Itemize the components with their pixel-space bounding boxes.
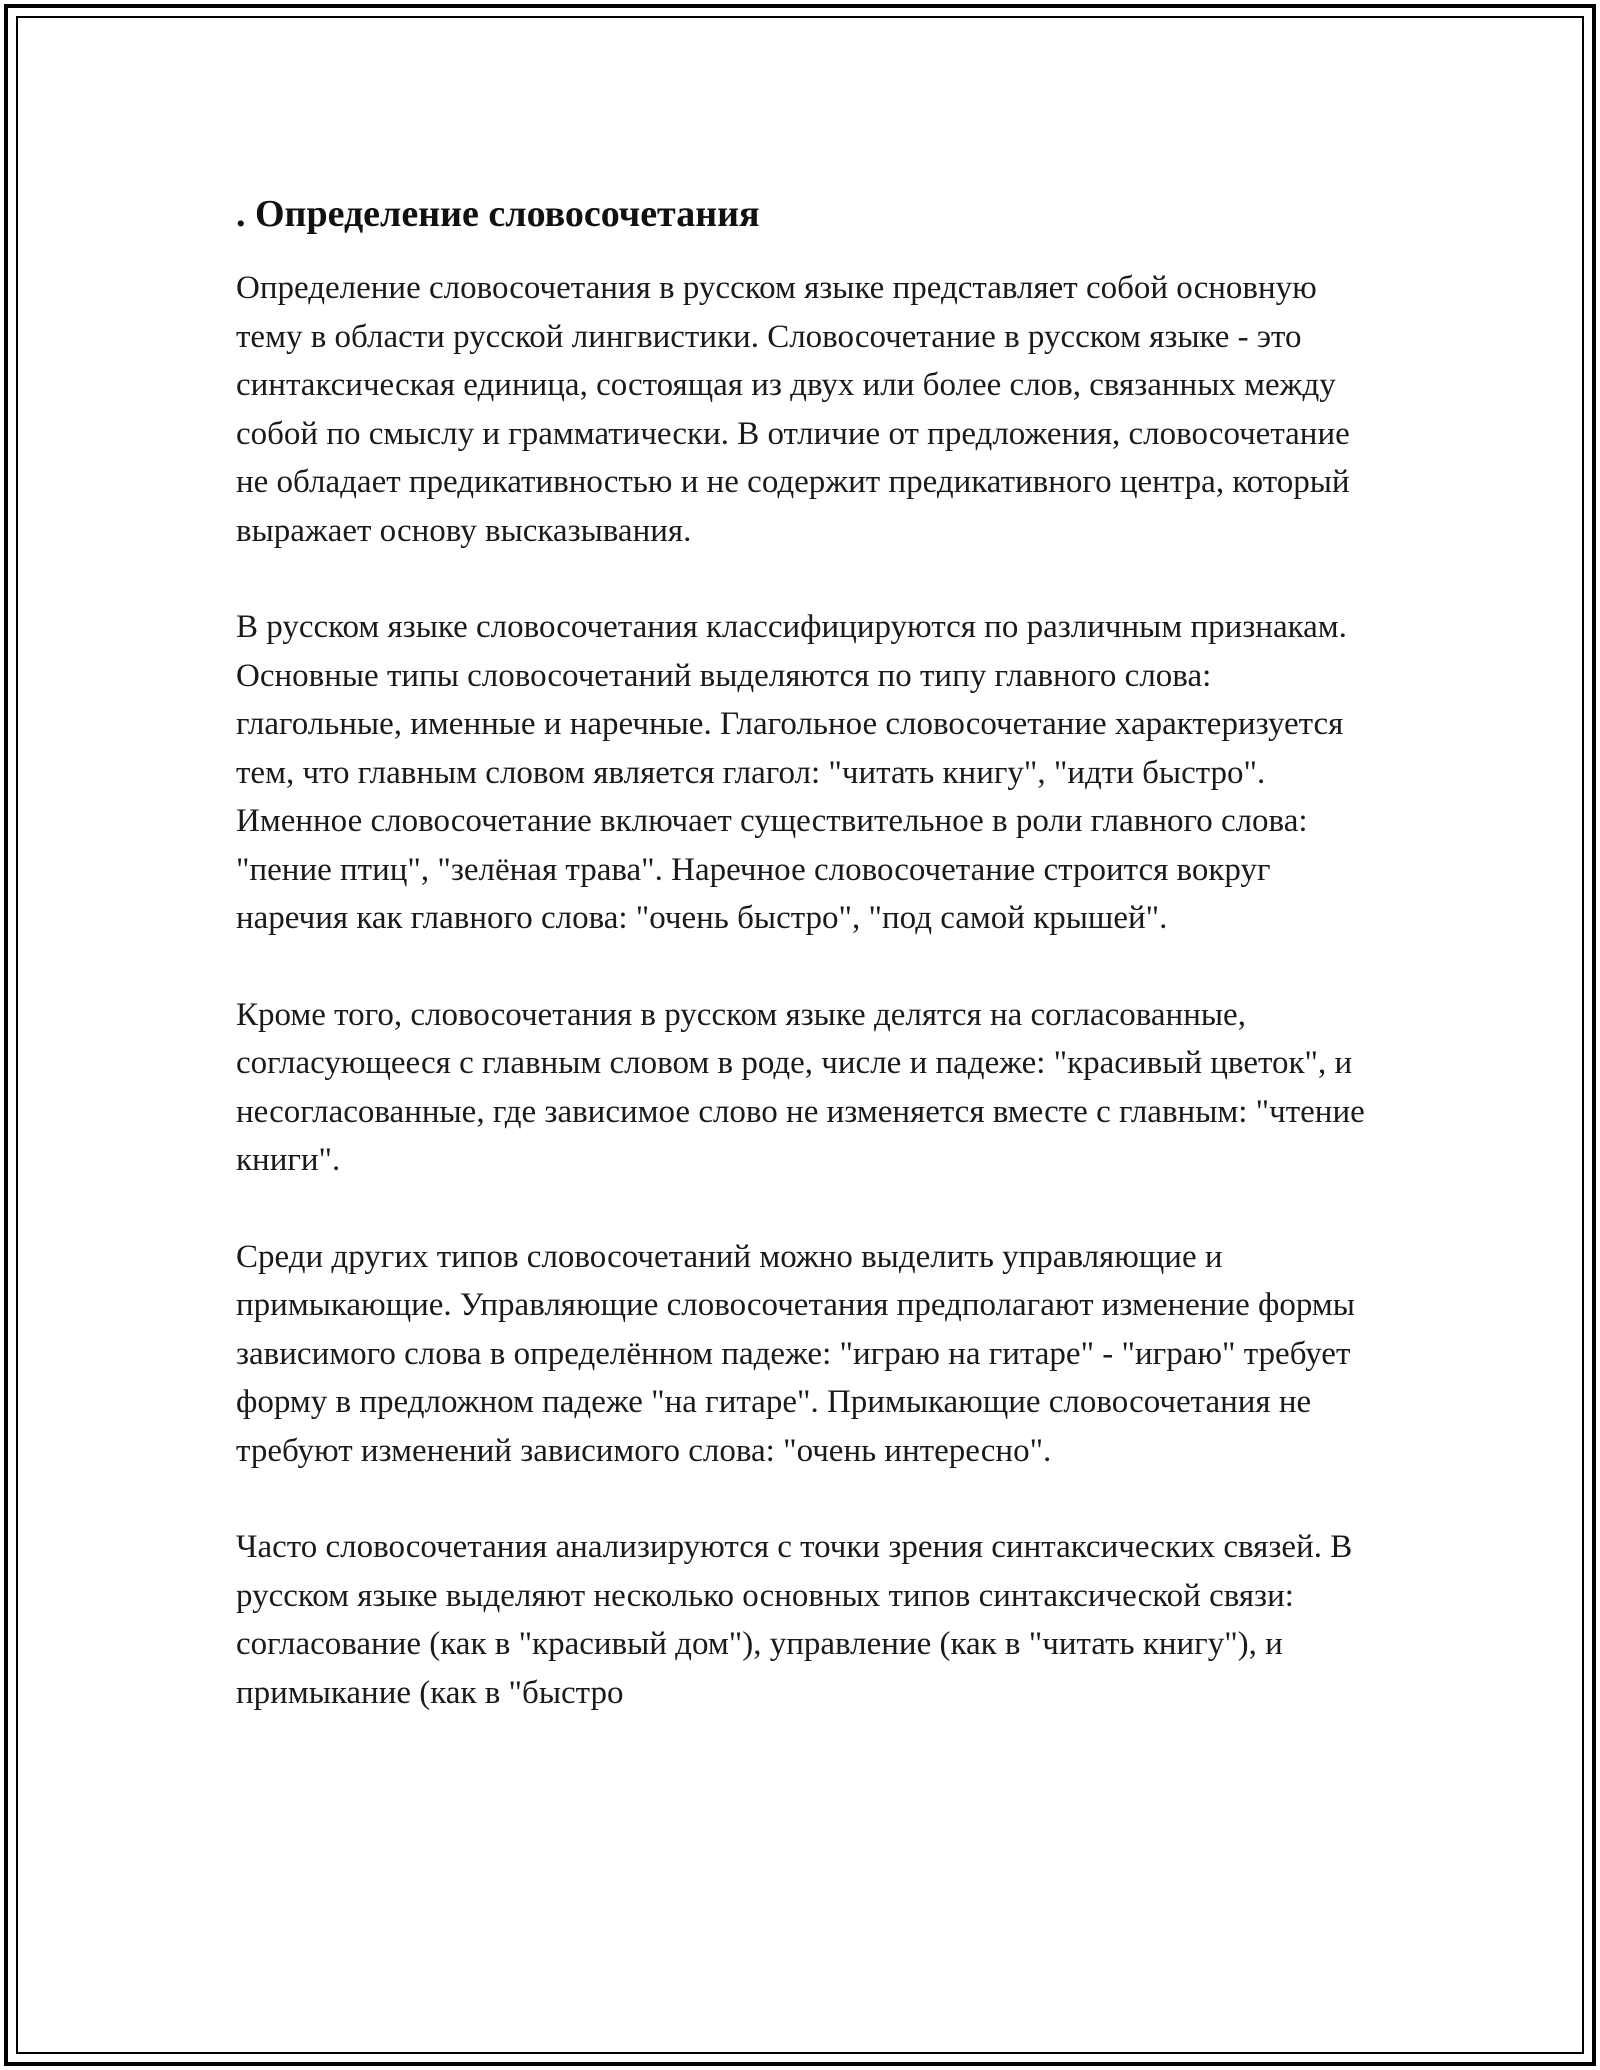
document-body — [236, 186, 1376, 1717]
paragraph-government: Среди других типов словосочетаний можно выделить управляющие и примыкающие. Управляющие словосочетания предполагают изменение формы зависимого слова в определённом падеже: "играю на гитаре" - "играю" требует форму в предложном падеже "на гитаре". Примыкающие словосочетания не требуют изменений зависимого слова: "очень интересно". — [236, 1238, 1355, 1469]
paragraph-classification: В русском языке словосочетания классифицируются по различным признакам. Основные типы словосочетаний выделяются по типу главного слова: глагольные, именные и наречные. Глагольное словосочетание характеризуется тем, что главным словом является глагол: "читать книгу", "идти быстро". Именное словосочетание включает существительное в роли главного слова: "пение птиц", "зелёная трава". Наречное словосочетание строится вокруг наречия как главного слова: "очень быстро", "под самой крышей". — [236, 609, 1347, 936]
section-heading: . Определение словосочетания — [236, 193, 760, 235]
paragraph-agreement: Кроме того, словосочетания в русском языке делятся на согласованные, согласующееся с главным словом в роде, числе и падеже: "красивый цветок", и несогласованные, где зависимое слово не изменяется вместе с главным: "чтение книги". — [236, 996, 1365, 1178]
paragraph-syntactic-links: Часто словосочетания анализируются с точки зрения синтаксических связей. В русском языке выделяют несколько основных типов синтаксической связи: согласование (как в "красивый дом"), управление (как в "читать книгу"), и примыкание (как в "быстро — [236, 1529, 1353, 1711]
paragraph-definition: Определение словосочетания в русском языке представляет собой основную тему в области русской лингвистики. Словосочетание в русском языке - это синтаксическая единица, состоящая из двух или более слов, связанных между собой по смыслу и грамматически. В отличие от предложения, словосочетание не обладает предикативностью и не содержит предикативного центра, который выражает основу высказывания. — [236, 270, 1350, 549]
